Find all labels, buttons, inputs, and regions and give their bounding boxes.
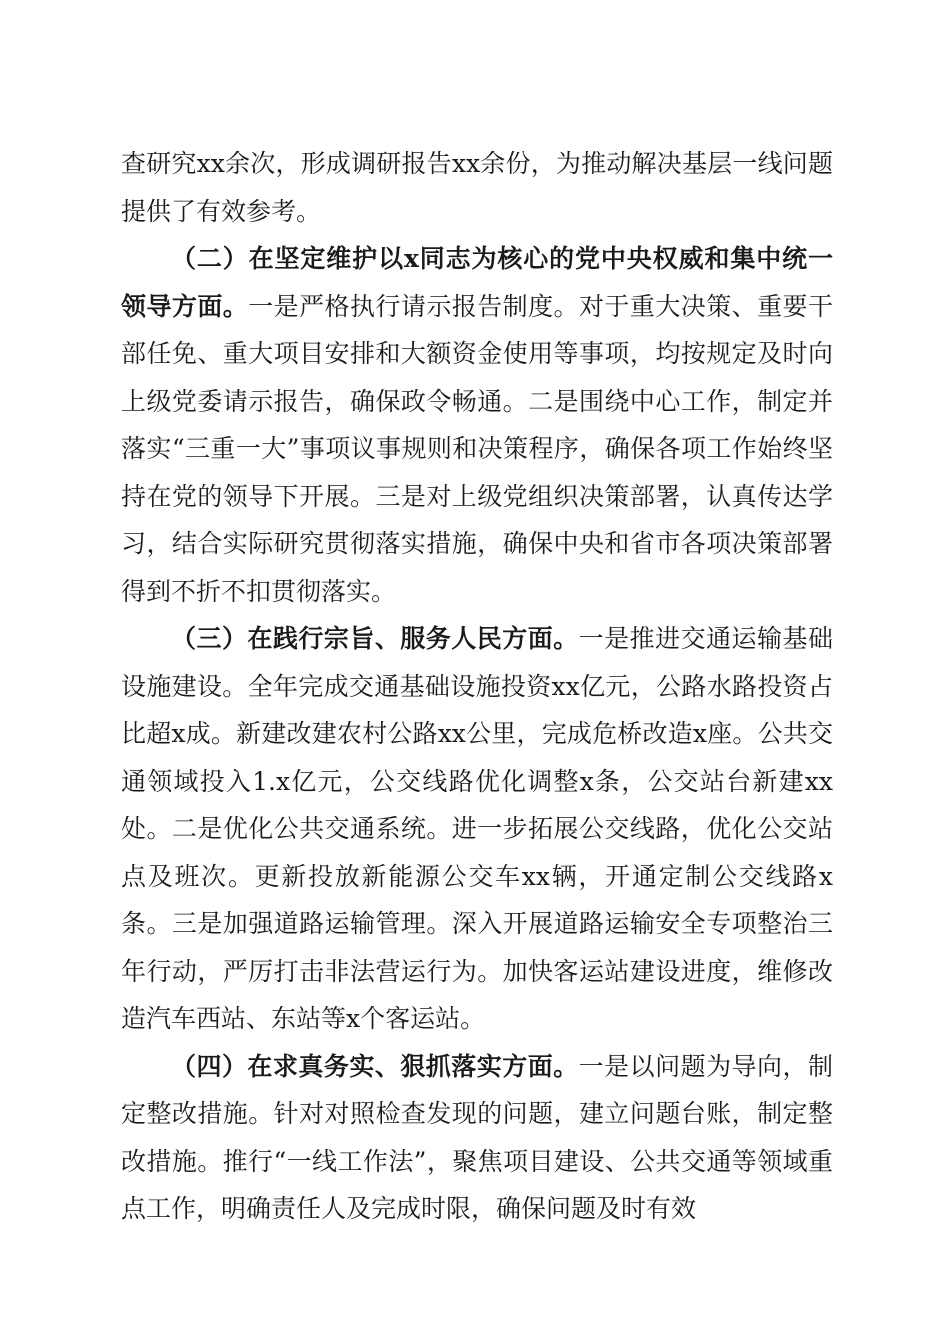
section-heading: （三）在践行宗旨、服务人民方面。	[171, 624, 579, 653]
paragraph-text: 一是推进交通运输基础设施建设。全年完成交通基础设施投资xx亿元，公路水路投资占比超x成。新建改建农村公路xx公里，完成危桥改造x座。公共交通领域投入1.x亿元，公交线路优化调整x条，公交站台新建xx处。二是优化公共交通系统。进一步拓展公交线路，优化公交站点及班次。更新投放新能源公交车xx辆，开通定制公交线路x条。三是加强道路运输管理。深入开展道路运输安全专项整治三年行动，严厉打击非法营运行为。加快客运站建设进度，维修改造汽车西站、东站等x个客运站。	[121, 624, 833, 1033]
paragraph-section-4	[121, 1043, 833, 1233]
paragraph-section-3	[121, 615, 833, 1043]
paragraph-continuation	[121, 140, 833, 235]
section-heading: （二）在坚定维护以x同志为核心的党中央权威和集中统一领导方面。	[121, 244, 833, 321]
paragraph-text: 一是以问题为导向，制定整改措施。针对对照检查发现的问题，建立问题台账，制定整改措施。推行“一线工作法”，聚焦项目建设、公共交通等领域重点工作，明确责任人及完成时限，确保问题及时有效	[121, 1051, 833, 1223]
paragraph-text: 查研究xx余次，形成调研报告xx余份，为推动解决基层一线问题提供了有效参考。	[121, 149, 833, 226]
document-body	[121, 140, 833, 1233]
paragraph-section-2	[121, 235, 833, 615]
section-heading: （四）在求真务实、狠抓落实方面。	[171, 1051, 579, 1081]
paragraph-text: 一是严格执行请示报告制度。对于重大决策、重要干部任免、重大项目安排和大额资金使用等事项，均按规定及时向上级党委请示报告，确保政令畅通。二是围绕中心工作，制定并落实“三重一大”事项议事规则和决策程序，确保各项工作始终坚持在党的领导下开展。三是对上级党组织决策部署，认真传达学习，结合实际研究贯彻落实措施，确保中央和省市各项决策部署得到不折不扣贯彻落实。	[121, 291, 833, 606]
